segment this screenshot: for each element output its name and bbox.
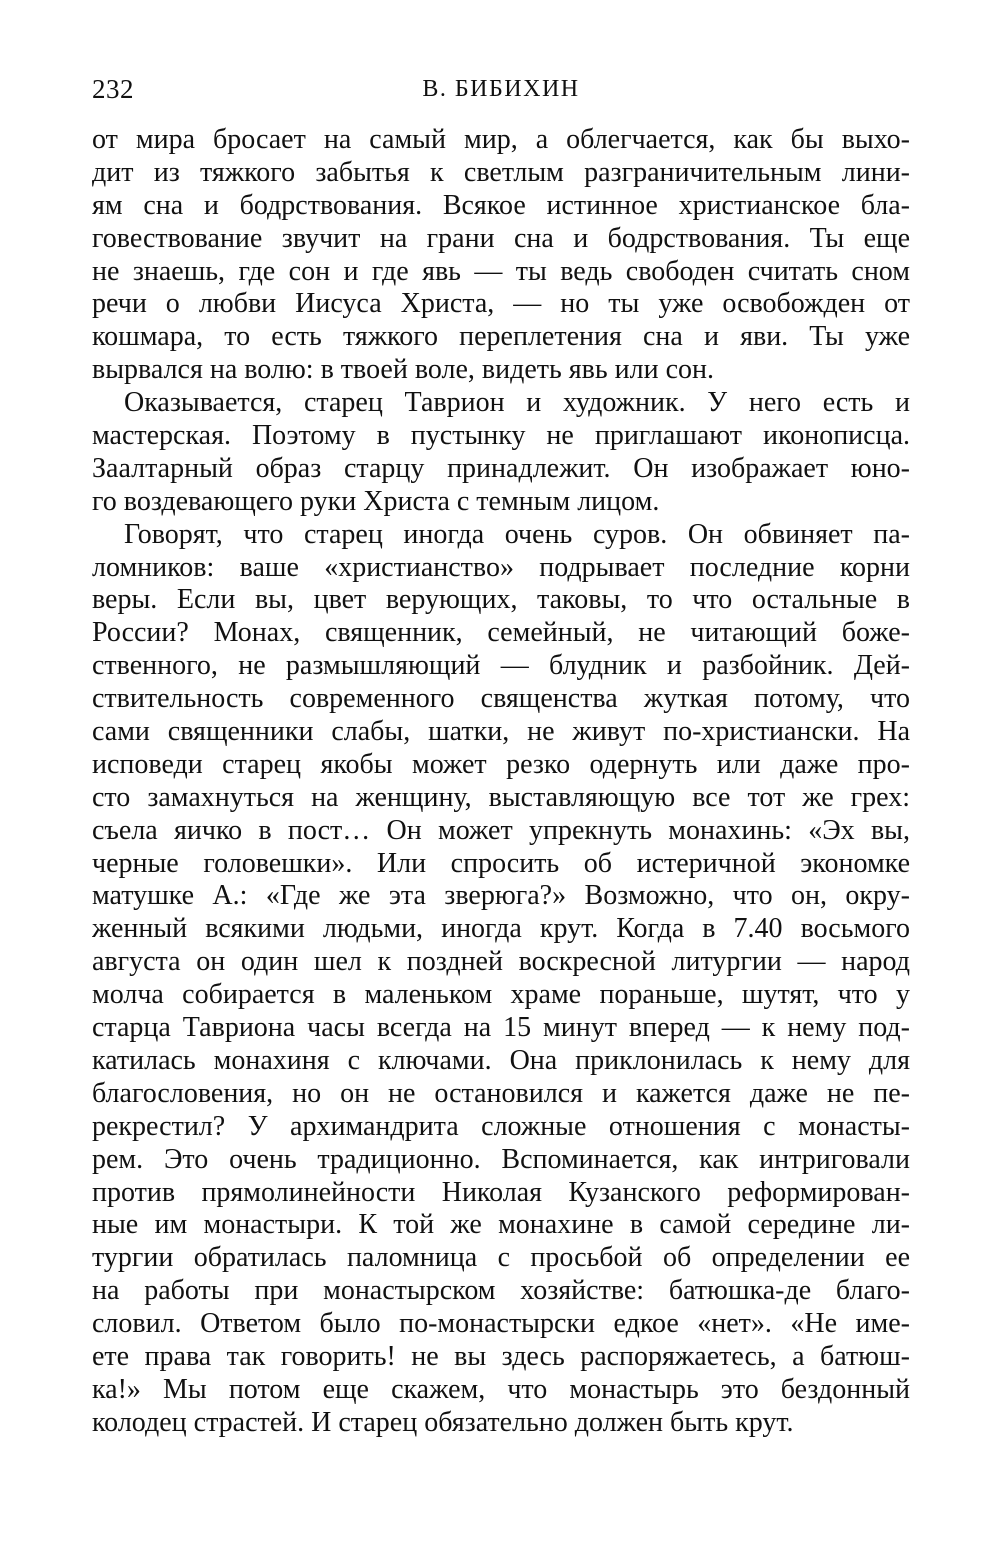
paragraph bbox=[92, 124, 910, 387]
text-line: рем. Это очень традиционно. Вспоминается, как интриговали bbox=[92, 1143, 910, 1175]
text-line: мастерская. Поэтому в пустынку не приглашают иконописца. bbox=[92, 420, 910, 452]
text-line: речи о любви Иисуса Христа, — но ты уже освобожден от bbox=[92, 288, 910, 320]
running-head bbox=[92, 74, 910, 114]
text-line: сто замахнуться на женщину, выставляющую все тот же грех: bbox=[92, 781, 910, 813]
page-number: 232 bbox=[92, 74, 134, 104]
text-line: Говорят, что старец иногда очень суров. Он обвиняет па- bbox=[124, 518, 910, 550]
text-line: дит из тяжкого забытья к светлым разграничительным лини- bbox=[92, 156, 910, 188]
text-line: ствительность современного священства жуткая потому, что bbox=[92, 683, 910, 715]
text-line: ете права так говорить! не вы здесь распоряжаетесь, а батюш- bbox=[92, 1340, 910, 1372]
text-line: Оказывается, старец Таврион и художник. У него есть и bbox=[124, 387, 910, 419]
text-line: ственного, не размышляющий — блудник и разбойник. Дей- bbox=[92, 650, 910, 682]
text-line: черные головешки». Или спросить об истеричной экономке bbox=[92, 847, 910, 879]
text-line: ям сна и бодрствования. Всякое истинное христианское бла- bbox=[92, 189, 910, 221]
text-line: веры. Если вы, цвет верующих, таковы, то что остальные в bbox=[92, 584, 910, 616]
text-line: говествование звучит на грани сна и бодрствования. Ты еще bbox=[92, 222, 910, 254]
text-line: ные им монастыри. К той же монахине в самой середине ли- bbox=[92, 1209, 910, 1241]
text-line: вырвался на волю: в твоей воле, видеть явь или сон. bbox=[92, 354, 714, 386]
text-line: от мира бросает на самый мир, а облегчается, как бы выхо- bbox=[92, 124, 910, 155]
text-line: тургии обратилась паломница с просьбой об определении ее bbox=[92, 1242, 910, 1274]
text-line: женный всякими людьми, иногда крут. Когда в 7.40 восьмого bbox=[92, 913, 910, 945]
paragraph bbox=[92, 519, 910, 1440]
text-line: ка!» Мы потом еще скажем, что монастырь это бездонный bbox=[92, 1373, 910, 1405]
paragraph bbox=[92, 387, 910, 519]
text-line: исповеди старец якобы может резко одернуть или даже про- bbox=[92, 748, 910, 780]
text-line: на работы при монастырском хозяйстве: батюшка-де благо- bbox=[92, 1275, 910, 1307]
text-line: не знаешь, где сон и где явь — ты ведь свободен считать сном bbox=[92, 255, 910, 287]
text-line: Заалтарный образ старцу принадлежит. Он изображает юно- bbox=[92, 452, 910, 484]
text-line: августа он один шел к поздней воскресной литургии — народ bbox=[92, 946, 910, 978]
text-line: матушке А.: «Где же эта зверюга?» Возможно, что он, окру- bbox=[92, 880, 910, 912]
text-line: колодец страстей. И старец обязательно должен быть крут. bbox=[92, 1406, 794, 1438]
text-line: старца Тавриона часы всегда на 15 минут вперед — к нему под- bbox=[92, 1012, 910, 1044]
text-line: России? Монах, священник, семейный, не читающий боже- bbox=[92, 617, 910, 649]
body-text bbox=[92, 124, 910, 1440]
text-line: молча собирается в маленьком храме пораньше, шутят, что у bbox=[92, 979, 910, 1011]
text-line: ломников: ваше «христианство» подрывает последние корни bbox=[92, 551, 910, 583]
text-line: словил. Ответом было по-монастырски едкое «нет». «Не име- bbox=[92, 1308, 910, 1340]
text-line: рекрестил? У архимандрита сложные отношения с монасты- bbox=[92, 1110, 910, 1142]
text-line: сами священники слабы, шатки, не живут по-христиански. На bbox=[92, 716, 910, 748]
text-line: против прямолинейности Николая Кузанского реформирован- bbox=[92, 1176, 910, 1208]
text-line: съела яичко в пост… Он может упрекнуть монахинь: «Эх вы, bbox=[92, 814, 910, 846]
text-line: катилась монахиня с ключами. Она приклонилась к нему для bbox=[92, 1044, 910, 1076]
running-head-author: В. БИБИХИН bbox=[422, 76, 580, 102]
text-line: го воздевающего руки Христа с темным лицом. bbox=[92, 485, 660, 517]
text-line: благословения, но он не остановился и кажется даже не пе- bbox=[92, 1077, 910, 1109]
text-line: кошмара, то есть тяжкого переплетения сна и яви. Ты уже bbox=[92, 321, 910, 353]
